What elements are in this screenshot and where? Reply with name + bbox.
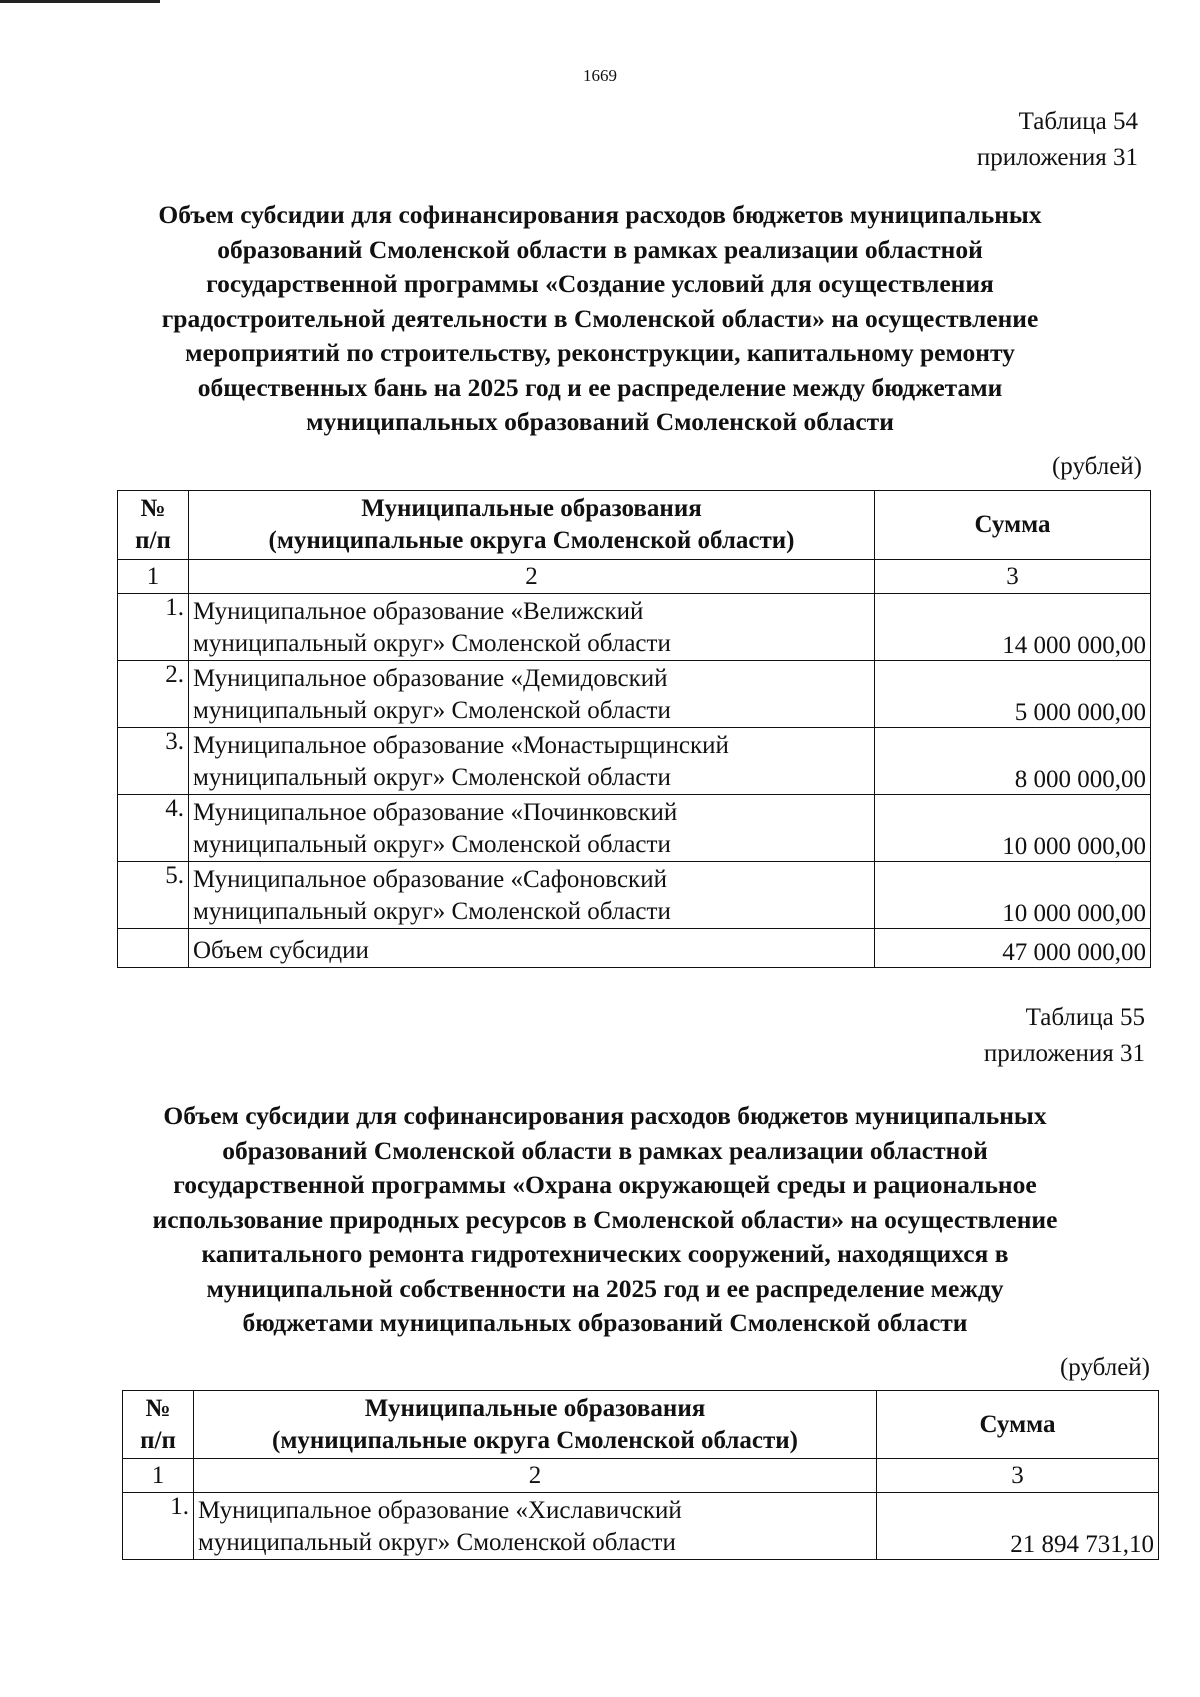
row-name: Муниципальное образование «Монастырщинский муниципальный округ» Смоленской области [189,728,875,795]
table55-index-cell: 1 [123,1459,194,1493]
table-row [118,862,1151,929]
table54-units: (рублей) [1051,453,1142,480]
table54-title-line: муниципальных образований Смоленской области [306,407,894,436]
row-number: 2. [118,661,189,728]
total-number-empty [118,929,189,968]
table-row [118,661,1151,728]
row-name: Муниципальное образование «Демидовский муниципальный округ» Смоленской области [189,661,875,728]
table55-caption [984,1000,1145,1072]
table55-header-name: Муниципальные образования (муниципальные округа Смоленской области) [194,1391,877,1459]
table54-caption-number: Таблица 54 [1018,108,1138,135]
table54-title-line: градостроительной деятельности в Смоленской области» на осуществление [161,303,1039,333]
table55-title-line: использование природных ресурсов в Смоленской области» на осуществление [152,1204,1058,1234]
row-number: 5. [118,862,189,929]
row-sum: 21 894 731,10 [877,1493,1159,1560]
table55-header-sum: Сумма [877,1391,1159,1459]
table54-caption [977,104,1138,176]
table55-title-line: Объем субсидии для софинансирования расходов бюджетов муниципальных [163,1101,1047,1130]
page-number: 1669 [583,66,617,85]
table54-title [40,198,1160,440]
total-sum: 47 000 000,00 [875,929,1151,968]
table54-index-cell: 1 [118,560,189,594]
table-row [118,728,1151,795]
row-number: 1. [118,594,189,661]
table55-header-num: № п/п [123,1391,194,1459]
table54-title-line: образований Смоленской области в рамках реализации областной [217,234,983,264]
table55-caption-number: Таблица 55 [1025,1004,1145,1031]
table54-index-cell: 2 [189,560,875,594]
row-sum: 10 000 000,00 [875,795,1151,862]
table55-title-line: государственной программы «Охрана окружающей среды и рациональное [173,1170,1037,1199]
table-row [118,795,1151,862]
row-sum: 14 000 000,00 [875,594,1151,661]
table55-header-row [123,1391,1159,1459]
table55-title-line: образований Смоленской области в рамках реализации областной [222,1135,988,1165]
row-name: Муниципальное образование «Велижский муниципальный округ» Смоленской области [189,594,875,661]
table54-header-name: Муниципальные образования (муниципальные округа Смоленской области) [189,491,875,560]
top-scan-rule [0,0,160,3]
table55-title [40,1099,1170,1341]
table54-header-row [118,491,1151,560]
table54 [117,490,1151,968]
table55-units: (рублей) [1059,1354,1150,1381]
table55-title-line: муниципальной собственности на 2025 год и ее распределение между [206,1273,1004,1303]
table-row [118,594,1151,661]
row-sum: 10 000 000,00 [875,862,1151,929]
row-name: Муниципальное образование «Сафоновский муниципальный округ» Смоленской области [189,862,875,929]
table54-total-row [118,929,1151,968]
table54-index-cell: 3 [875,560,1151,594]
table54-title-line: государственной программы «Создание условий для осуществления [206,269,994,298]
row-name: Муниципальное образование «Починковский муниципальный округ» Смоленской области [189,795,875,862]
table55-index-row [123,1459,1159,1493]
table54-header-sum: Сумма [875,491,1151,560]
total-label: Объем субсидии [189,929,875,968]
table55 [122,1390,1159,1560]
row-number: 4. [118,795,189,862]
table54-title-line: общественных бань на 2025 год и ее распределение между бюджетами [197,372,1003,402]
table54-title-line: Объем субсидии для софинансирования расходов бюджетов муниципальных [158,200,1042,229]
table54-header-num: № п/п [118,491,189,560]
table54-title-line: мероприятий по строительству, реконструкции, капитальному ремонту [185,338,1015,367]
row-sum: 8 000 000,00 [875,728,1151,795]
table55-title-line: капитального ремонта гидротехнических сооружений, находящихся в [201,1239,1009,1268]
row-name: Муниципальное образование «Хиславичский муниципальный округ» Смоленской области [194,1493,877,1560]
row-number: 3. [118,728,189,795]
table55-title-line: бюджетами муниципальных образований Смоленской области [242,1308,968,1337]
table-row [123,1493,1159,1560]
table55-index-cell: 2 [194,1459,877,1493]
row-number: 1. [123,1493,194,1560]
table55-caption-appendix: приложения 31 [983,1040,1145,1067]
table54-caption-appendix: приложения 31 [976,144,1138,171]
table55-index-cell: 3 [877,1459,1159,1493]
row-sum: 5 000 000,00 [875,661,1151,728]
table54-index-row [118,560,1151,594]
